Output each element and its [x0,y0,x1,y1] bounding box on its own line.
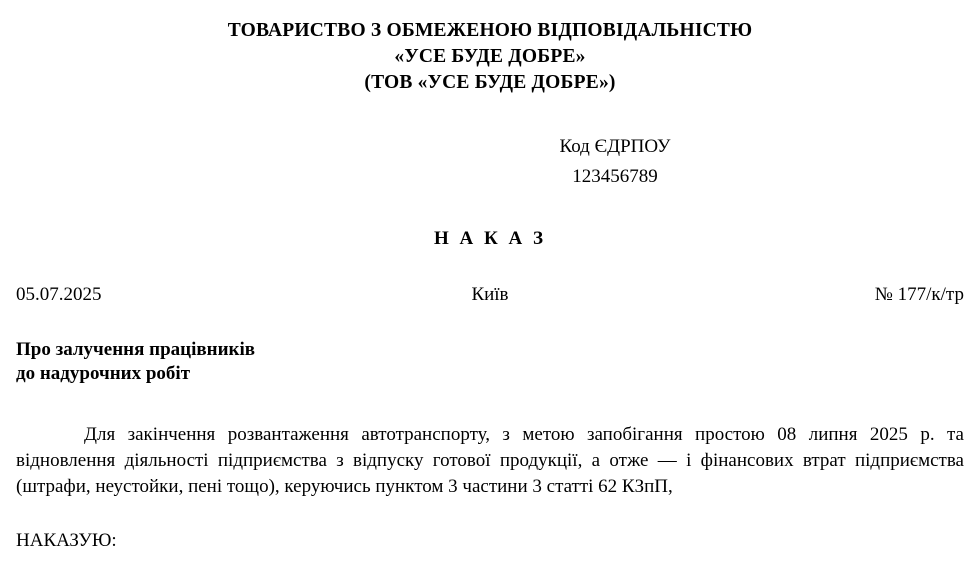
organization-header [16,18,964,96]
document-place: Київ [471,284,509,305]
document-type-title: Н А К А З [433,228,547,249]
organization-line-1: ТОВАРИСТВО З ОБМЕЖЕНОЮ ВІДПОВІДАЛЬНІСТЮ [227,20,753,41]
document-number: № 177/к/тр [874,284,964,305]
registry-code-label: Код ЄДРПОУ [559,136,671,157]
document-meta-row [16,284,964,306]
document-subject [16,338,964,386]
document-preamble: Для закінчення розвантаження автотранспорту, з метою запобігання простою 08 липня 2025 р. та відновлення діяльності підприємства з відпуску готової продукції, а отже — і фінансових втрат підприємства (штрафи, неустойки, пені тощо), керуючись пунктом 3 частини 3 статті 62 КЗпП, [16,424,964,497]
registry-code-value: 123456789 [572,166,658,187]
organization-line-2: «УСЕ БУДЕ ДОБРЕ» [394,46,586,67]
document-subject-line-1: Про залучення працівників [16,339,256,360]
order-keyword: НАКАЗУЮ: [16,530,117,551]
organization-line-3: (ТОВ «УСЕ БУДЕ ДОБРЕ») [364,72,616,93]
document-subject-line-2: до надурочних робіт [16,363,191,384]
registry-code-block [16,132,964,192]
document-date: 05.07.2025 [16,284,102,305]
